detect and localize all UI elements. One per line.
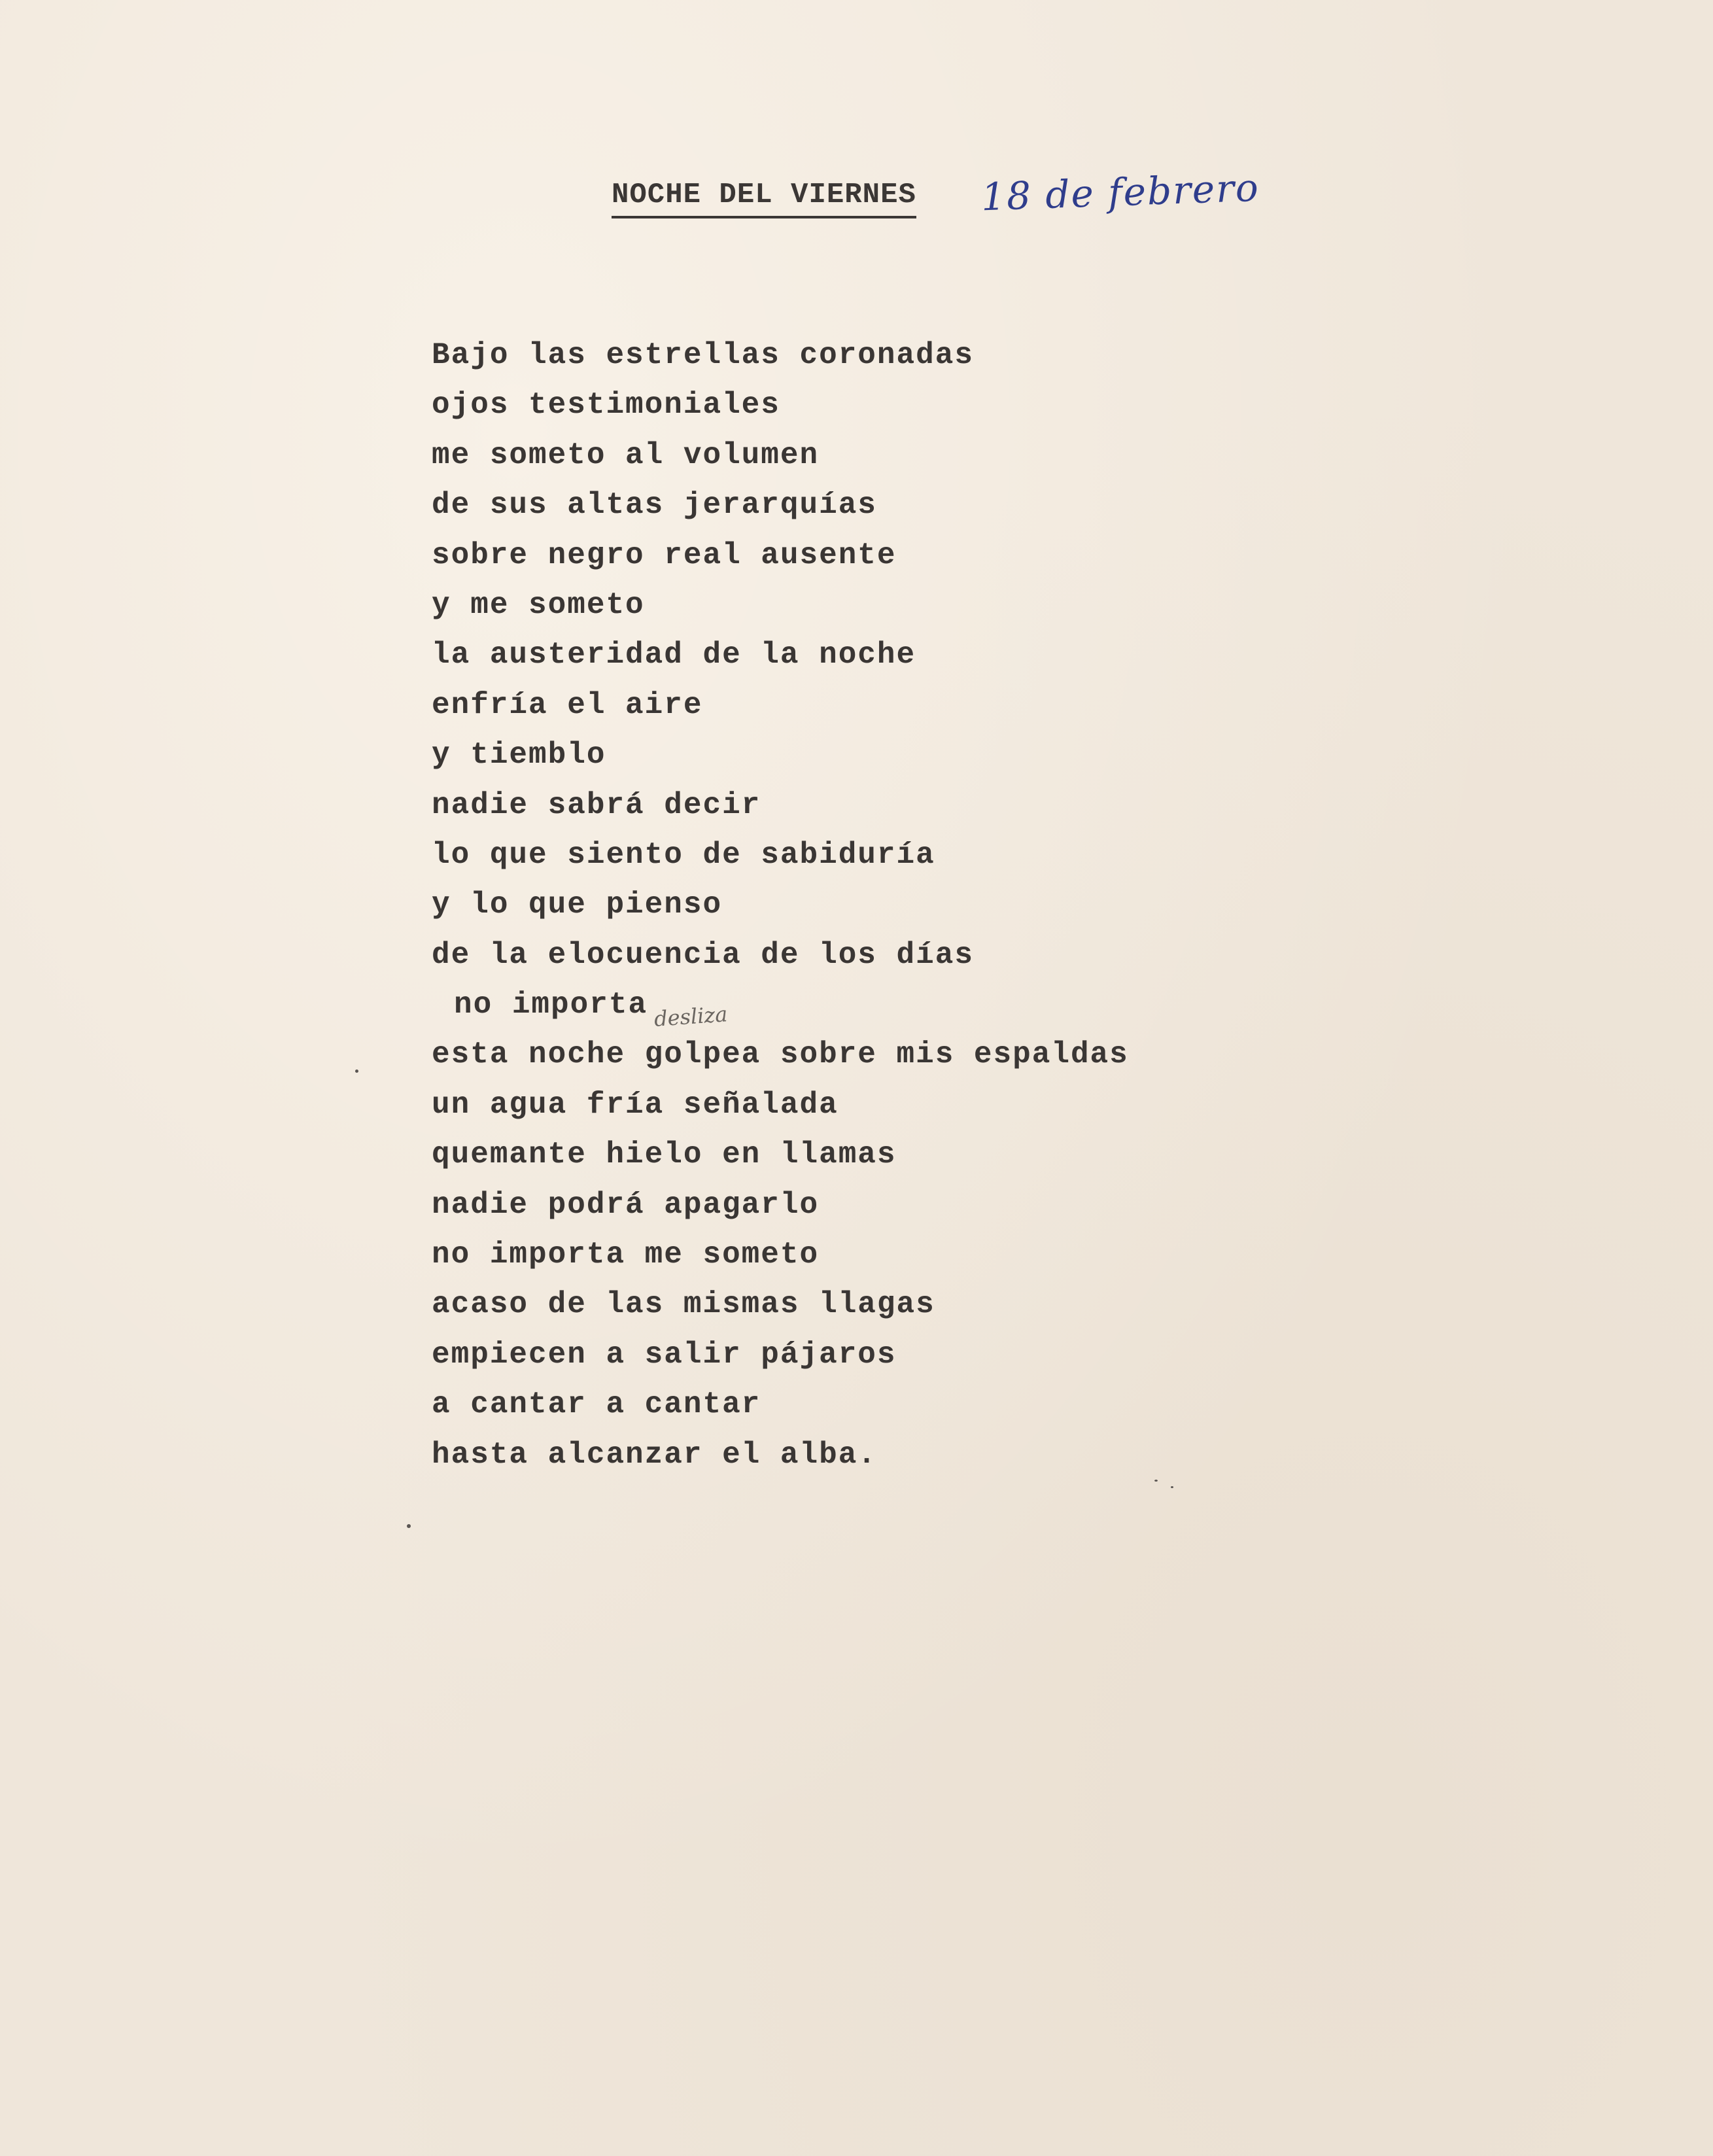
poem-line: hasta alcanzar el alba. (432, 1437, 877, 1472)
handwritten-insertion: desliza (653, 1001, 729, 1032)
poem-line: no importa me someto (432, 1238, 820, 1272)
poem-line: enfría el aire (432, 687, 703, 722)
poem-line: y me someto (432, 587, 645, 622)
poem-line: de sus altas jerarquías (432, 488, 877, 523)
poem-line: sobre negro real ausente (432, 538, 897, 572)
poem-line: un agua fría señalada (432, 1087, 839, 1122)
poem-line: no importa (454, 988, 648, 1022)
poem-line: de la elocuencia de los días (432, 937, 974, 972)
paper-speck (1154, 1480, 1158, 1482)
poem-line: lo que siento de sabiduría (432, 837, 935, 872)
poem-line: esta noche golpea sobre mis espaldas (432, 1037, 1129, 1072)
poem-line: ojos testimoniales (432, 388, 780, 423)
poem-line: nadie sabrá decir (432, 788, 761, 822)
paper-speck (407, 1524, 411, 1528)
paper-speck (1171, 1486, 1173, 1488)
poem-line: acaso de las mismas llagas (432, 1287, 935, 1322)
handwritten-date: 18 de febrero (980, 165, 1260, 220)
page-title: NOCHE DEL VIERNES (612, 175, 916, 218)
poem-line: Bajo las estrellas coronadas (432, 338, 974, 372)
poem-line: nadie podrá apagarlo (432, 1187, 820, 1222)
poem-line: y tiemblo (432, 738, 606, 773)
poem-line: a cantar a cantar (432, 1387, 761, 1422)
poem-line: quemante hielo en llamas (432, 1138, 897, 1172)
poem-body (432, 330, 1129, 1480)
poem-line: me someto al volumen (432, 438, 820, 472)
poem-line: la austeridad de la noche (432, 638, 916, 672)
poem-line: y lo que pienso (432, 888, 723, 922)
paper-speck (355, 1069, 358, 1073)
poem-line: empiecen a salir pájaros (432, 1337, 897, 1372)
